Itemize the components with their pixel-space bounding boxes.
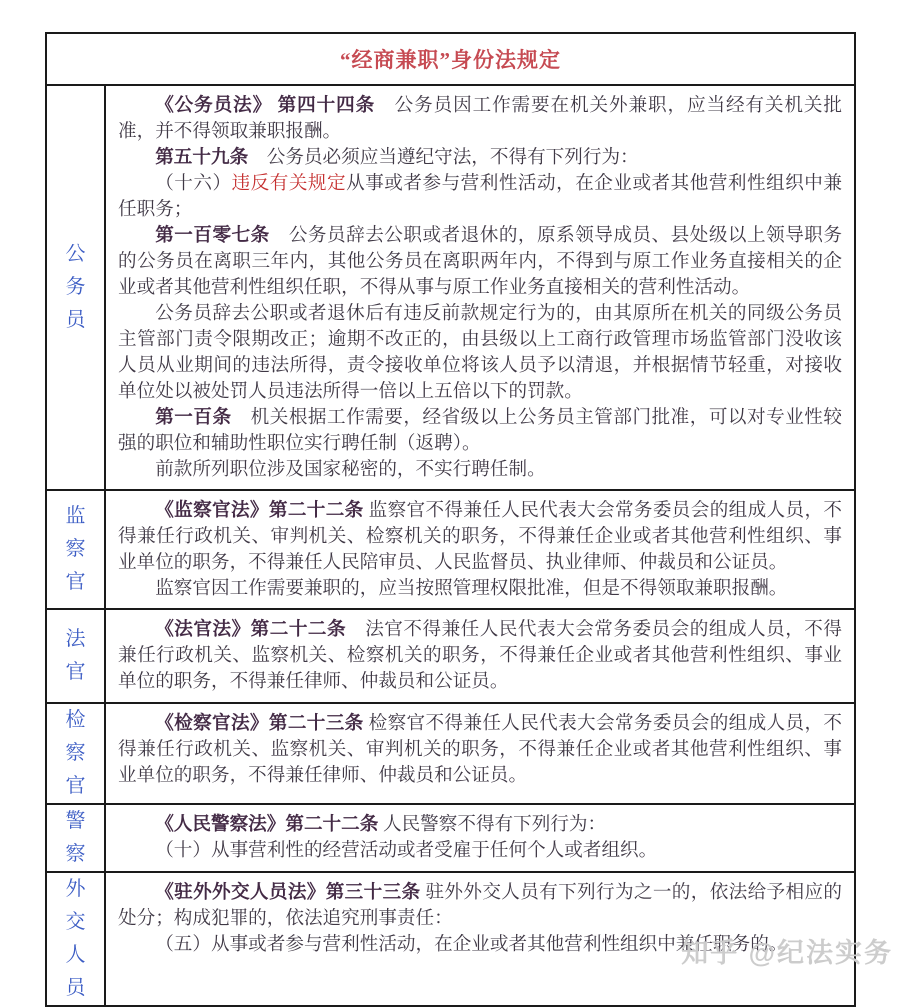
category-label bbox=[47, 873, 106, 1005]
text-segment-bold: 第五十九条 bbox=[155, 147, 249, 168]
text-segment-bold: 《公务员法》 第四十四条 bbox=[155, 95, 376, 116]
label-char: 官 bbox=[65, 775, 86, 797]
text-segment-normal: 法官不得兼任人民代表大会常务委员会的组成人员，不得兼任行政机关、监察机关、检察机关的职务，不得兼任企业或者其他营利性组织、事业单位的职务，不得兼任律师、仲裁员和公证员。 bbox=[118, 619, 842, 692]
content-cell bbox=[106, 86, 854, 489]
label-char: 察 bbox=[65, 538, 86, 560]
label-char: 察 bbox=[65, 742, 86, 764]
text-segment-normal: 机关根据工作需要，经省级以上公务员主管部门批准，可以对专业性较强的职位和辅助性职位实行聘任制（返聘）。 bbox=[118, 407, 842, 454]
law-table-body bbox=[47, 86, 854, 1005]
label-char: 监 bbox=[65, 505, 86, 527]
label-char: 察 bbox=[65, 843, 86, 865]
category-label bbox=[47, 805, 106, 871]
text-segment-normal: 公务员必须应当遵纪守法，不得有下列行为： bbox=[248, 147, 639, 168]
law-paragraph bbox=[118, 457, 842, 483]
text-segment-normal: 检察官不得兼任人民代表大会常务委员会的组成人员，不得兼任行政机关、监察机关、审判机关的职务，不得兼任企业或者其他营利性组织、事业单位的职务，不得兼任律师、仲裁员和公证员。 bbox=[118, 713, 842, 786]
content-cell bbox=[106, 704, 854, 803]
text-segment-bold: 《法官法》第二十二条 bbox=[155, 619, 347, 640]
text-segment-bold: 《检察官法》第二十三条 bbox=[155, 713, 364, 734]
law-paragraph bbox=[118, 93, 842, 145]
law-paragraph bbox=[118, 145, 842, 171]
content-cell bbox=[106, 491, 854, 608]
law-paragraph bbox=[118, 617, 842, 695]
law-paragraph bbox=[118, 838, 842, 864]
text-segment-normal: 人民警察不得有下列行为： bbox=[378, 814, 607, 835]
category-label bbox=[47, 86, 106, 489]
label-char: 官 bbox=[65, 661, 86, 683]
law-paragraph bbox=[118, 711, 842, 789]
category-label bbox=[47, 610, 106, 702]
text-segment-normal: （五）从事或者参与营利性活动，在企业或者其他营利性组织中兼任职务的。 bbox=[155, 934, 788, 955]
law-paragraph bbox=[118, 576, 842, 602]
label-char: 法 bbox=[65, 628, 86, 650]
label-char: 员 bbox=[65, 977, 86, 999]
law-paragraph bbox=[118, 301, 842, 405]
label-char: 务 bbox=[65, 276, 86, 298]
label-char: 检 bbox=[65, 709, 86, 731]
title-row bbox=[47, 34, 854, 86]
table-row bbox=[47, 489, 854, 608]
label-char: 官 bbox=[65, 571, 86, 593]
table-row bbox=[47, 608, 854, 702]
text-segment-normal: 驻外外交人员有下列行为之一的，依法给予相应的处分；构成犯罪的，依法追究刑事责任： bbox=[118, 882, 842, 929]
content-cell bbox=[106, 805, 854, 871]
category-label bbox=[47, 491, 106, 608]
label-char: 员 bbox=[65, 309, 86, 331]
law-paragraph bbox=[118, 812, 842, 838]
page-title: “经商兼职”身份法规定 bbox=[340, 48, 561, 72]
law-paragraph bbox=[118, 171, 842, 223]
label-char: 公 bbox=[65, 243, 86, 265]
label-char: 人 bbox=[65, 944, 86, 966]
table-row bbox=[47, 86, 854, 489]
text-segment-normal: 公务员辞去公职或者退休后有违反前款规定行为的，由其原所在机关的同级公务员主管部门责令限期改正；逾期不改正的，由县级以上工商行政管理市场监管部门没收该人员从业期间的违法所得，责令接收单位将该人员予以清退，并根据情节轻重，对接收单位处以被处罚人员违法所得一倍以上五倍以下的罚款。 bbox=[118, 303, 842, 402]
law-paragraph bbox=[118, 498, 842, 576]
text-segment-bold: 第一百零七条 bbox=[155, 225, 270, 246]
text-segment-normal: 监察官因工作需要兼职的，应当按照管理权限批准，但是不得领取兼职报酬。 bbox=[155, 578, 788, 599]
text-segment-bold: 《监察官法》第二十二条 bbox=[155, 500, 364, 521]
table-row bbox=[47, 702, 854, 803]
label-char: 交 bbox=[65, 911, 86, 933]
table-row bbox=[47, 803, 854, 871]
text-segment-bold: 第一百条 bbox=[155, 407, 232, 428]
text-segment-normal: （十六） bbox=[155, 173, 232, 194]
content-cell bbox=[106, 610, 854, 702]
text-segment-bold: 《驻外外交人员法》第三十三条 bbox=[155, 882, 421, 903]
text-segment-normal: 公务员辞去公职或者退休的，原系领导成员、县处级以上领导职务的公务员在离职三年内，其他公务员在离职两年内，不得到与原工作业务直接相关的企业或者其他营利性组织任职，不得从事与原工作业务直接相关的营利性活动。 bbox=[118, 225, 842, 298]
law-table bbox=[45, 32, 856, 1007]
text-segment-normal: 前款所列职位涉及国家秘密的，不实行聘任制。 bbox=[155, 459, 546, 480]
text-segment-red: 违反有关规定 bbox=[231, 173, 347, 194]
text-segment-normal: 监察官不得兼任人民代表大会常务委员会的组成人员，不得兼任行政机关、审判机关、检察机关的职务，不得兼任企业或者其他营利性组织、事业单位的职务，不得兼任人民陪审员、人民监督员、执业律师、仲裁员和公证员。 bbox=[118, 500, 842, 573]
text-segment-normal: 公务员因工作需要在机关外兼职，应当经有关机关批准，并不得领取兼职报酬。 bbox=[118, 95, 842, 142]
text-segment-bold: 《人民警察法》第二十二条 bbox=[155, 814, 379, 835]
law-paragraph bbox=[118, 405, 842, 457]
text-segment-normal: （十）从事营利性的经营活动或者受雇于任何个人或者组织。 bbox=[155, 840, 658, 861]
text-segment-normal: 从事或者参与营利性活动，在企业或者其他营利性组织中兼任职务； bbox=[118, 173, 842, 220]
category-label bbox=[47, 704, 106, 803]
label-char: 外 bbox=[65, 878, 86, 900]
label-char: 警 bbox=[65, 810, 86, 832]
law-paragraph bbox=[118, 223, 842, 301]
law-paragraph bbox=[118, 880, 842, 932]
watermark: 知乎 @纪法实务 bbox=[681, 938, 893, 968]
